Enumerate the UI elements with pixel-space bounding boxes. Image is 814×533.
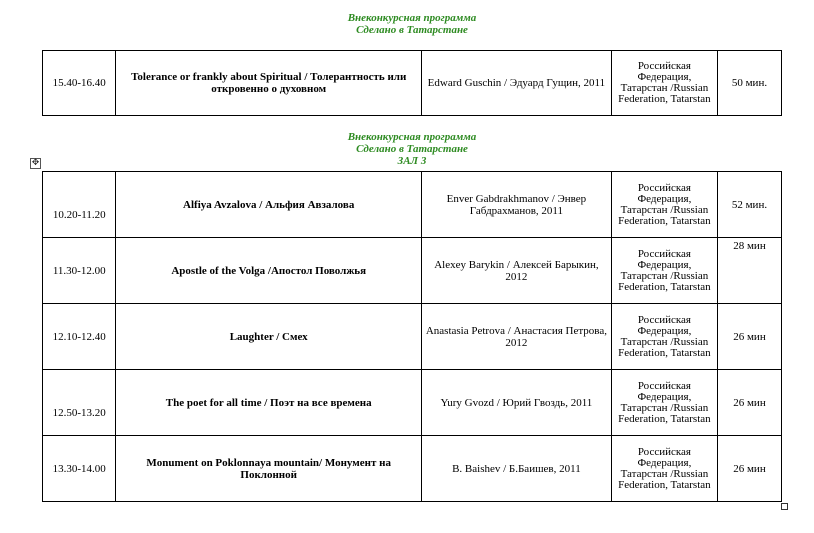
title-cell: Laughter / Смех	[116, 304, 421, 370]
title-cell: Apostle of the Volga /Апостол Поволжья	[116, 238, 421, 304]
section1-heading-line1: Внеконкурсная программа	[347, 12, 477, 24]
country-cell: Российская Федерация, Татарстан /Russian Federation, Tatarstan	[611, 172, 717, 238]
time-cell: 12.50-13.20	[43, 370, 116, 436]
time-cell: 11.30-12.00	[43, 238, 116, 304]
duration-cell: 26 мин	[717, 370, 781, 436]
duration-cell: 50 мин.	[717, 51, 781, 116]
time-cell: 10.20-11.20	[43, 172, 116, 238]
country-cell: Российская Федерация, Татарстан /Russian Federation, Tatarstan	[611, 304, 717, 370]
author-cell: Yury Gvozd / Юрий Гвоздь, 2011	[421, 370, 611, 436]
table-row	[43, 238, 782, 304]
time-cell: 13.30-14.00	[43, 436, 116, 502]
table-row	[43, 304, 782, 370]
author-cell: Anastasia Petrova / Анастасия Петрова, 2012	[421, 304, 611, 370]
title-cell: Alfiya Avzalova / Альфия Авзалова	[116, 172, 421, 238]
table-row	[43, 51, 782, 116]
title-cell: The poet for all time / Поэт на все времена	[116, 370, 421, 436]
duration-cell: 26 мин	[717, 436, 781, 502]
section2-heading-line3: ЗАЛ 3	[397, 155, 427, 167]
schedule-table-2	[42, 171, 782, 502]
author-cell: Enver Gabdrakhmanov / Энвер Габдрахманов, 2011	[421, 172, 611, 238]
duration-cell: 28 мин	[717, 238, 781, 304]
section2-heading	[42, 131, 782, 167]
section1-heading	[42, 12, 782, 36]
author-cell: B. Baishev / Б.Баишев, 2011	[421, 436, 611, 502]
time-cell: 15.40-16.40	[43, 51, 116, 116]
author-cell: Alexey Barykin / Алексей Барыкин, 2012	[421, 238, 611, 304]
table-move-handle-icon[interactable]: ✥	[31, 158, 40, 168]
section1-heading-line2: Сделано в Татарстане	[356, 24, 468, 36]
schedule-table-1	[42, 50, 782, 116]
country-cell: Российская Федерация, Татарстан /Russian Federation, Tatarstan	[611, 51, 717, 116]
country-cell: Российская Федерация, Татарстан /Russian Federation, Tatarstan	[611, 370, 717, 436]
country-cell: Российская Федерация, Татарстан /Russian Federation, Tatarstan	[611, 238, 717, 304]
section2-heading-line1: Внеконкурсная программа	[347, 131, 477, 143]
title-cell: Tolerance or frankly about Spiritual / Толерантность или откровенно о духовном	[116, 51, 421, 116]
duration-cell: 52 мин.	[717, 172, 781, 238]
table-row	[43, 436, 782, 502]
table-row	[43, 370, 782, 436]
time-cell: 12.10-12.40	[43, 304, 116, 370]
country-cell: Российская Федерация, Татарстан /Russian Federation, Tatarstan	[611, 436, 717, 502]
table-resize-handle-icon[interactable]	[781, 503, 788, 510]
section2-heading-line2: Сделано в Татарстане	[356, 143, 468, 155]
duration-cell: 26 мин	[717, 304, 781, 370]
author-cell: Edward Guschin / Эдуард Гущин, 2011	[421, 51, 611, 116]
table-row	[43, 172, 782, 238]
title-cell: Monument on Poklonnaya mountain/ Монумент на Поклонной	[116, 436, 421, 502]
